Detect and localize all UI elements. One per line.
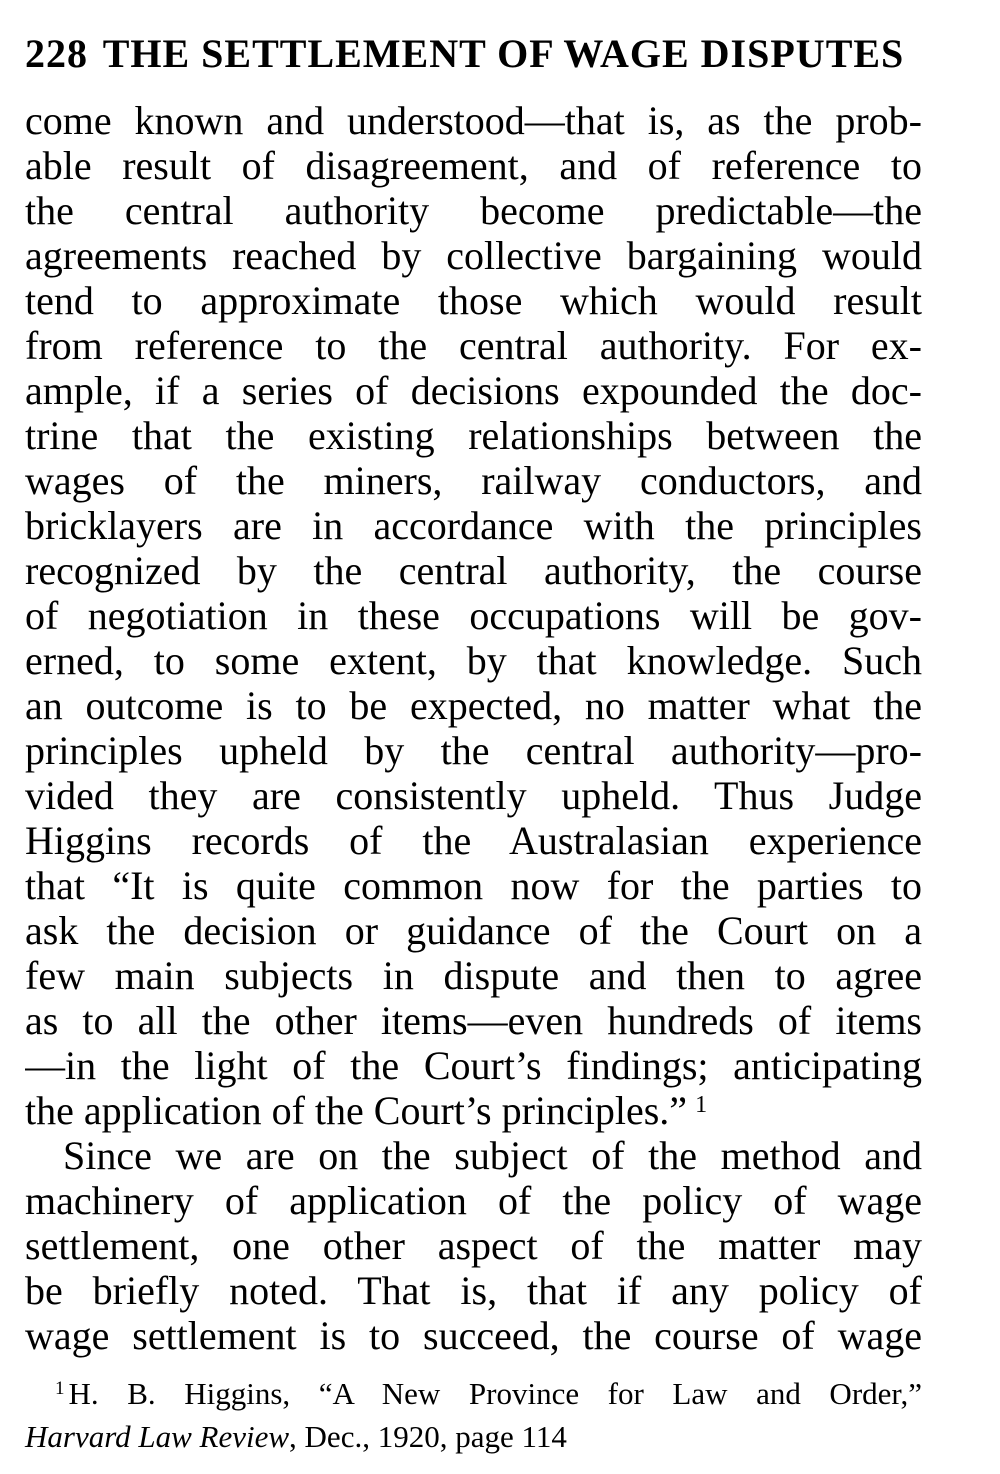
- paragraph-1: [25, 98, 922, 1088]
- text-line: ask the decision or guidance of the Court on a: [25, 908, 922, 953]
- text-line: able result of disagreement, and of reference to: [25, 143, 922, 188]
- footnote-text: H. B. Higgins, “A New Province for Law and Order,”: [68, 1376, 922, 1411]
- text-line: from reference to the central authority. For ex-: [25, 323, 922, 368]
- running-header: [25, 30, 922, 74]
- footnote: [25, 1372, 922, 1458]
- page-title: THE SETTLEMENT OF WAGE DISPUTES: [102, 31, 905, 76]
- text-line: ample, if a series of decisions expounded the doc-: [25, 368, 922, 413]
- footnote-line-1: [25, 1372, 922, 1415]
- text-line: the central authority become predictable—the: [25, 188, 922, 233]
- text-line: agreements reached by collective bargaining would: [25, 233, 922, 278]
- text-line: be briefly noted. That is, that if any policy of: [25, 1268, 922, 1313]
- body-text: [25, 98, 922, 1358]
- text-line: of negotiation in these occupations will be gov-: [25, 593, 922, 638]
- footnote-marker: 1: [55, 1378, 65, 1399]
- text-line: recognized by the central authority, the course: [25, 548, 922, 593]
- paragraph-1-last-line: [25, 1088, 922, 1133]
- text-line: bricklayers are in accordance with the principles: [25, 503, 922, 548]
- text-line: vided they are consistently upheld. Thus Judge: [25, 773, 922, 818]
- text-line: wage settlement is to succeed, the course of wage: [25, 1313, 922, 1358]
- paragraph-2: [25, 1133, 922, 1358]
- text-line: few main subjects in dispute and then to agree: [25, 953, 922, 998]
- footnote-line-2: [25, 1415, 922, 1458]
- text-line: Higgins records of the Australasian experience: [25, 818, 922, 863]
- text-line: that “It is quite common now for the parties to: [25, 863, 922, 908]
- text-line: principles upheld by the central authority—pro-: [25, 728, 922, 773]
- text-line: machinery of application of the policy of wage: [25, 1178, 922, 1223]
- text-line: —in the light of the Court’s findings; anticipating: [25, 1043, 922, 1088]
- footnote-journal-title: Harvard Law Review: [25, 1419, 290, 1454]
- text-line: the application of the Court’s principles.”: [25, 1088, 688, 1133]
- page-number: 228: [25, 31, 88, 76]
- footnote-citation-rest: , Dec., 1920, page 114: [289, 1419, 567, 1454]
- text-line: wages of the miners, railway conductors, and: [25, 458, 922, 503]
- text-line: come known and understood—that is, as the prob-: [25, 98, 922, 143]
- text-line: trine that the existing relationships between the: [25, 413, 922, 458]
- text-line: tend to approximate those which would result: [25, 278, 922, 323]
- text-line: erned, to some extent, by that knowledge. Such: [25, 638, 922, 683]
- text-line: Since we are on the subject of the method and: [63, 1133, 922, 1178]
- footnote-reference: 1: [695, 1092, 708, 1118]
- text-line: an outcome is to be expected, no matter what the: [25, 683, 922, 728]
- text-line: settlement, one other aspect of the matter may: [25, 1223, 922, 1268]
- text-line: as to all the other items—even hundreds of items: [25, 998, 922, 1043]
